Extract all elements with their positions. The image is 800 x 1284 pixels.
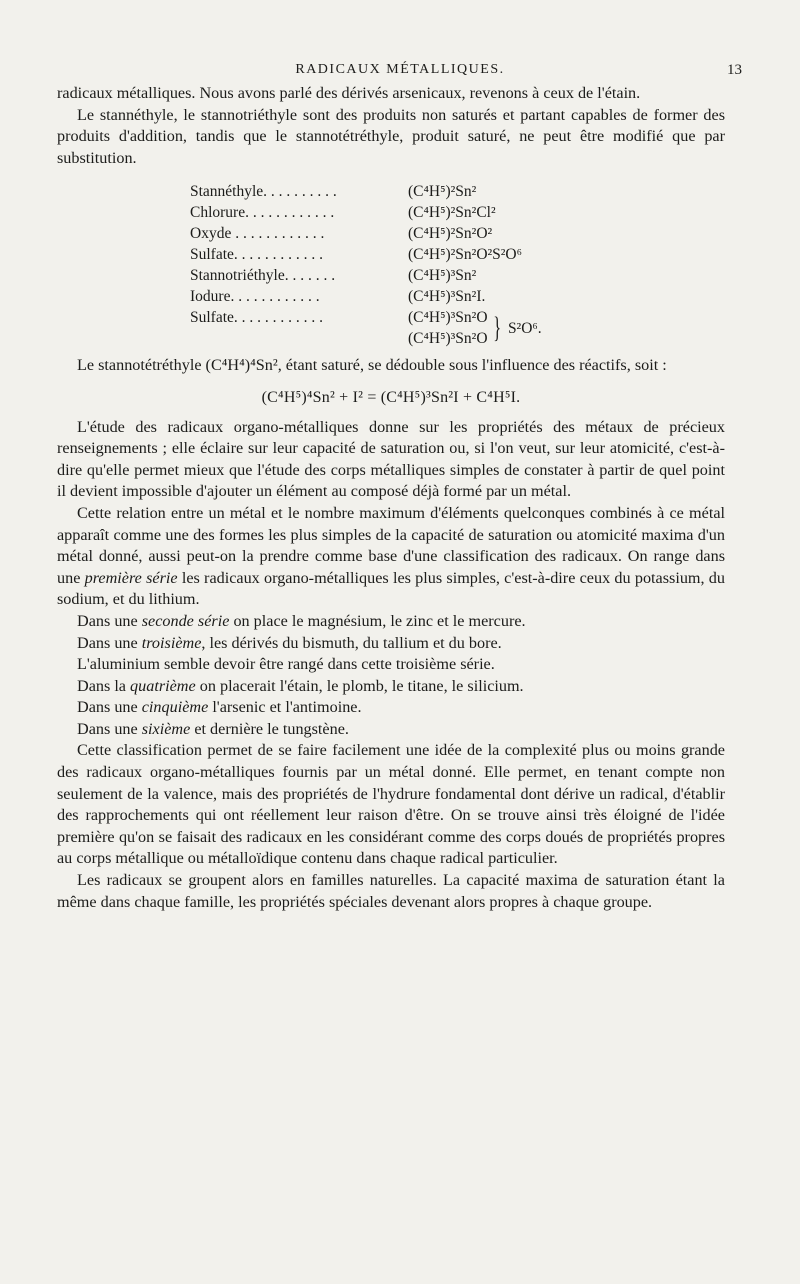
- compound-row: [190, 223, 725, 244]
- compound-row: [190, 181, 725, 202]
- equation: (C⁴H⁵)⁴Sn² + I² = (C⁴H⁵)³Sn²I + C⁴H⁵I.: [261, 388, 521, 406]
- compound-name: Stannéthyle. . . . . . . . . .: [190, 183, 337, 201]
- compound-formula: (C⁴H⁵)³Sn²: [408, 267, 477, 285]
- sulfate-formula-group: [408, 307, 542, 349]
- emphasis: sixième: [141, 719, 191, 738]
- compound-name: Stannotriéthyle. . . . . . .: [190, 267, 336, 285]
- paragraph-4: L'étude des radicaux organo-métalliques donne sur les propriétés des métaux de précieux renseignements ; elle éclaire sur leur capacité de saturation ou, si l'on veut, sur leur atomicité, c'est-à-dire qu'elle permet mieux que l'étude des corps métalliques simples de constater à partir de quel point il devient impossible d'ajouter un élément au composé déjà formé par un métal.: [57, 417, 725, 501]
- compound-formula: (C⁴H⁵)²Sn²O²: [408, 225, 493, 243]
- paragraph-12: Cette classification permet de se faire facilement une idée de la complexité plus ou moins grande des radicaux organo-métalliques fournis par un métal donné. Elle permet, en tenant compte non seulement de la valence, mais des propriétés de l'hydrure fondamental dont dérive un radical, d'établir des rapprochements qui ont réellement leur raison d'être. On se trouve ainsi très éloigné de l'idée première qu'on se faisait des radicaux en les considérant comme des corps doués de propriétés propres au corps métallique ou métalloïdique contenu dans chaque radical particulier.: [57, 741, 725, 868]
- sulfate-suffix: S²O⁶.: [507, 319, 542, 337]
- compound-formula: (C⁴H⁵)³Sn²I.: [408, 288, 486, 306]
- compound-name: Sulfate. . . . . . . . . . . .: [190, 246, 324, 264]
- running-title: RADICAUX MÉTALLIQUES.: [295, 62, 505, 77]
- compound-formula: (C⁴H⁵)³Sn²O: [408, 330, 488, 348]
- page-number: 13: [727, 62, 742, 78]
- compound-row: [190, 265, 725, 286]
- paragraph-9: Dans la quatrième on placerait l'étain, le plomb, le titane, le silicium.: [77, 676, 524, 695]
- compound-formula: (C⁴H⁵)³Sn²O: [408, 309, 488, 327]
- compound-formula: (C⁴H⁵)²Sn²Cl²: [408, 204, 496, 222]
- paragraph-13: Les radicaux se groupent alors en familles naturelles. La capacité maxima de saturation étant la même dans chaque famille, les propriétés spéciales devenant alors propres à chaque groupe.: [57, 871, 725, 911]
- paragraph-2: Le stannéthyle, le stannotriéthyle sont des produits non saturés et partant capables de former des produits d'addition, tandis que le stannotétréthyle, produit saturé, ne peut être modifié que par substitution.: [57, 105, 725, 167]
- page-header: [0, 60, 800, 84]
- emphasis: seconde série: [141, 611, 230, 630]
- compound-row-sulfate-pair: [190, 307, 725, 349]
- paragraph-5: Cette relation entre un métal et le nombre maximum d'éléments quelconques combinés à ce métal apparaît comme une des formes les plus simples de la capacité de saturation ou atomicité maxima d'un métal donné, aussi peut-on la prendre comme base d'une classification des radicaux. On range dans une première série les radicaux organo-métalliques les plus simples, c'est-à-dire ceux du potassium, du sodium, et du lithium.: [57, 503, 725, 609]
- compound-name: Oxyde . . . . . . . . . . . .: [190, 225, 325, 243]
- paragraph-6: Dans une seconde série on place le magnésium, le zinc et le mercure.: [77, 611, 526, 630]
- paragraph-1: radicaux métalliques. Nous avons parlé des dérivés arsenicaux, revenons à ceux de l'étain.: [57, 84, 641, 102]
- paragraph-7: Dans une troisième, les dérivés du bismuth, du tallium et du bore.: [77, 633, 502, 652]
- compound-name: Sulfate. . . . . . . . . . . .: [190, 309, 324, 327]
- paragraph-3: Le stannotétréthyle (C⁴H⁴)⁴Sn², étant saturé, se dédouble sous l'influence des réactifs, soit :: [77, 356, 667, 375]
- emphasis: troisième: [141, 633, 202, 652]
- compound-list: [190, 181, 725, 349]
- paragraph-8: L'aluminium semble devoir être rangé dans cette troisième série.: [77, 655, 495, 674]
- compound-name: Chlorure. . . . . . . . . . . .: [190, 204, 335, 222]
- emphasis: première série: [84, 568, 178, 587]
- emphasis: quatrième: [130, 676, 196, 695]
- body-text: [57, 83, 725, 913]
- emphasis: cinquième: [141, 698, 209, 717]
- compound-formula: (C⁴H⁵)²Sn²O²S²O⁶: [408, 246, 523, 264]
- compound-name: Iodure. . . . . . . . . . . .: [190, 288, 320, 306]
- compound-row: [190, 286, 725, 307]
- brace-symbol: }: [492, 311, 501, 345]
- paragraph-11: Dans une sixième et dernière le tungstène.: [77, 719, 349, 738]
- paragraph-10: Dans une cinquième l'arsenic et l'antimoine.: [77, 698, 362, 717]
- compound-row: [190, 244, 725, 265]
- compound-formula: (C⁴H⁵)²Sn²: [408, 183, 477, 201]
- compound-row: [190, 202, 725, 223]
